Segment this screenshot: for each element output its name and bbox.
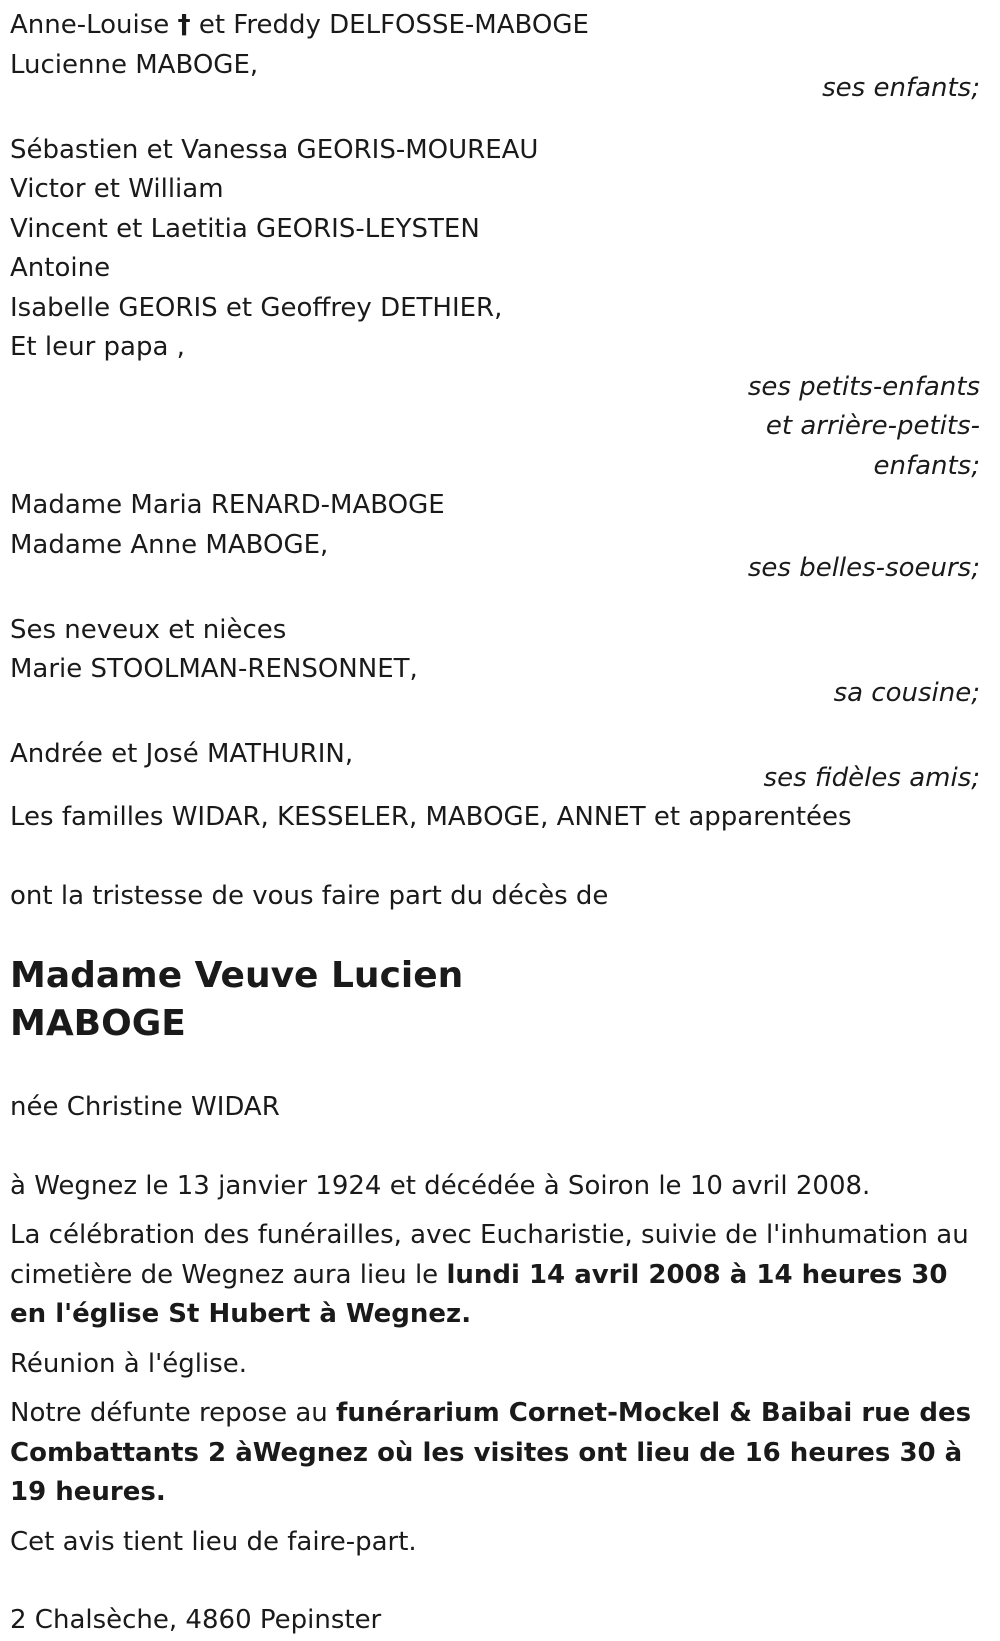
cross-icon: † [177,10,191,40]
deceased-name [10,952,980,1048]
grandchild-line: Victor et William [10,174,224,204]
children-line-2: Lucienne MABOGE, [10,49,259,80]
children-line-1: Anne-Louise † et Freddy DELFOSSE-MABOGE [10,10,589,40]
cousin-block [10,611,980,714]
families-line: Les familles WIDAR, KESSELER, MABOGE, ANNET et apparentées [10,802,852,832]
grandchildren-block [10,131,980,487]
grandchild-line: Antoine [10,253,111,283]
grandchild-line: Et leur papa , [10,332,185,362]
notice-line: Cet avis tient lieu de faire-part. [10,1526,417,1557]
role-cousin: sa cousine; [833,677,980,708]
grandchild-line: Vincent et Laetitia GEORIS-LEYSTEN [10,213,480,244]
children-block [10,6,980,109]
cousin-line: Marie STOOLMAN-RENSONNET, [10,654,418,684]
role-grandchildren: enfants; [873,450,980,481]
grandchild-line: Sébastien et Vanessa GEORIS-MOUREAU [10,134,539,165]
role-grandchildren: ses petits-enfants [747,371,980,402]
deceased-name-line-2: MABOGE [10,1003,186,1044]
role-sisters-in-law: ses belles-soeurs; [747,553,980,583]
sister-in-law-line: Madame Maria RENARD-MABOGE [10,490,445,520]
visitation-paragraph: Notre défunte repose au funérarium Cornet-Mockel & Baibai rue des Combattants 2 àWegnez où les visites ont lieu de 16 heures 30 à 19 heures. [10,1398,972,1507]
address-line: 2 Chalsèche, 4860 Pepinster [10,1605,382,1635]
funeral-paragraph: La célébration des funérailles, avec Eucharistie, suivie de l'inhumation au cimetière de Wegnez aura lieu le lundi 14 avril 2008 à 14 heures 30 en l'église St Hubert à Wegnez. [10,1220,969,1329]
sisters-in-law-block [10,486,980,589]
dates-line: à Wegnez le 13 janvier 1924 et décédée à Soiron le 10 avril 2008. [10,1170,871,1201]
grandchild-line: Isabelle GEORIS et Geoffrey DETHIER, [10,292,503,323]
announcement: ont la tristesse de vous faire part du décès de [10,880,609,911]
cousin-line: Ses neveux et nièces [10,614,287,645]
reunion-line: Réunion à l'église. [10,1348,248,1379]
role-grandchildren: et arrière-petits- [765,411,980,441]
deceased-name-line-1: Madame Veuve Lucien [10,955,464,996]
friends-line: Andrée et José MATHURIN, [10,739,354,769]
role-children: ses enfants; [822,73,980,103]
sister-in-law-line: Madame Anne MABOGE, [10,529,329,560]
role-friends: ses fidèles amis; [763,762,980,793]
friends-block [10,735,980,798]
obituary-notice [10,6,980,1641]
born-name: née Christine WIDAR [10,1092,280,1122]
